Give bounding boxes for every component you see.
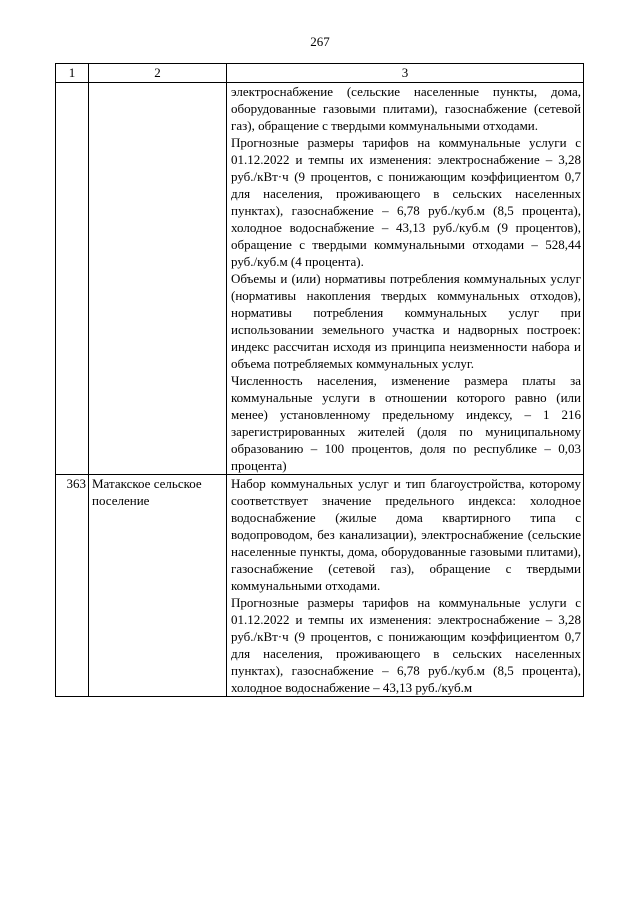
- row-number: 363: [56, 475, 89, 697]
- description-paragraph: Набор коммунальных услуг и тип благоустройства, которому соответствует значение предельного индекса: холодное водоснабжение (жилые дома квартирного типа с водопроводом, без канализации), электроснабжение (сельские населенные пункты, дома, оборудованные газовыми плитами), газоснабжение (сетевой газ), обращение с твердыми коммунальными отходами.: [231, 476, 581, 593]
- description-paragraph: Прогнозные размеры тарифов на коммунальные услуги с 01.12.2022 и темпы их изменения: электроснабжение – 3,28 руб./кВт·ч (9 процентов, с понижающим коэффициентом 0,7 для населения, проживающего в сельских населенных пунктах), газоснабжение – 6,78 руб./куб.м (8,5 процента), холодное водоснабжение – 43,13 руб./куб.м: [231, 595, 581, 695]
- description-paragraph: электроснабжение (сельские населенные пункты, дома, оборудованные газовыми плитами), газоснабжение (сетевой газ), обращение с твердыми коммунальными отходами.: [231, 84, 581, 133]
- settlement-name: Матакское сельское поселение: [89, 475, 227, 697]
- table-row: [56, 83, 584, 475]
- header-col-2: 2: [89, 64, 227, 83]
- row-description: [227, 475, 584, 697]
- description-paragraph: Объемы и (или) нормативы потребления коммунальных услуг (нормативы накопления твердых коммунальных отходов), нормативы потребления коммунальных услуг при использовании земельного участка и надворных построек: индекс рассчитан исходя из принципа неизменности набора и объема потребляемых коммунальных услуг.: [231, 271, 581, 371]
- header-col-3: 3: [227, 64, 584, 83]
- description-paragraph: Прогнозные размеры тарифов на коммунальные услуги с 01.12.2022 и темпы их изменения: электроснабжение – 3,28 руб./кВт·ч (9 процентов, с понижающим коэффициентом 0,7 для населения, проживающего в сельских населенных пунктах), газоснабжение – 6,78 руб./куб.м (8,5 процента), холодное водоснабжение – 43,13 руб./куб.м (9 процентов), обращение с твердыми коммунальными отходами – 528,44 руб./куб.м (4 процента).: [231, 135, 581, 269]
- header-col-1: 1: [56, 64, 89, 83]
- tariff-table: [55, 63, 584, 697]
- description-paragraph: Численность населения, изменение размера платы за коммунальные услуги в отношении которого равно (или менее) установленному предельному индексу, – 1 216 зарегистрированных жителей (доля по муниципальному образованию – 100 процентов, доля по республике – 0,03 процента): [231, 373, 581, 473]
- table-header-row: [56, 64, 584, 83]
- settlement-name: [89, 83, 227, 475]
- row-number: [56, 83, 89, 475]
- row-description: [227, 83, 584, 475]
- table-row: [56, 475, 584, 697]
- page-number: 267: [310, 34, 330, 49]
